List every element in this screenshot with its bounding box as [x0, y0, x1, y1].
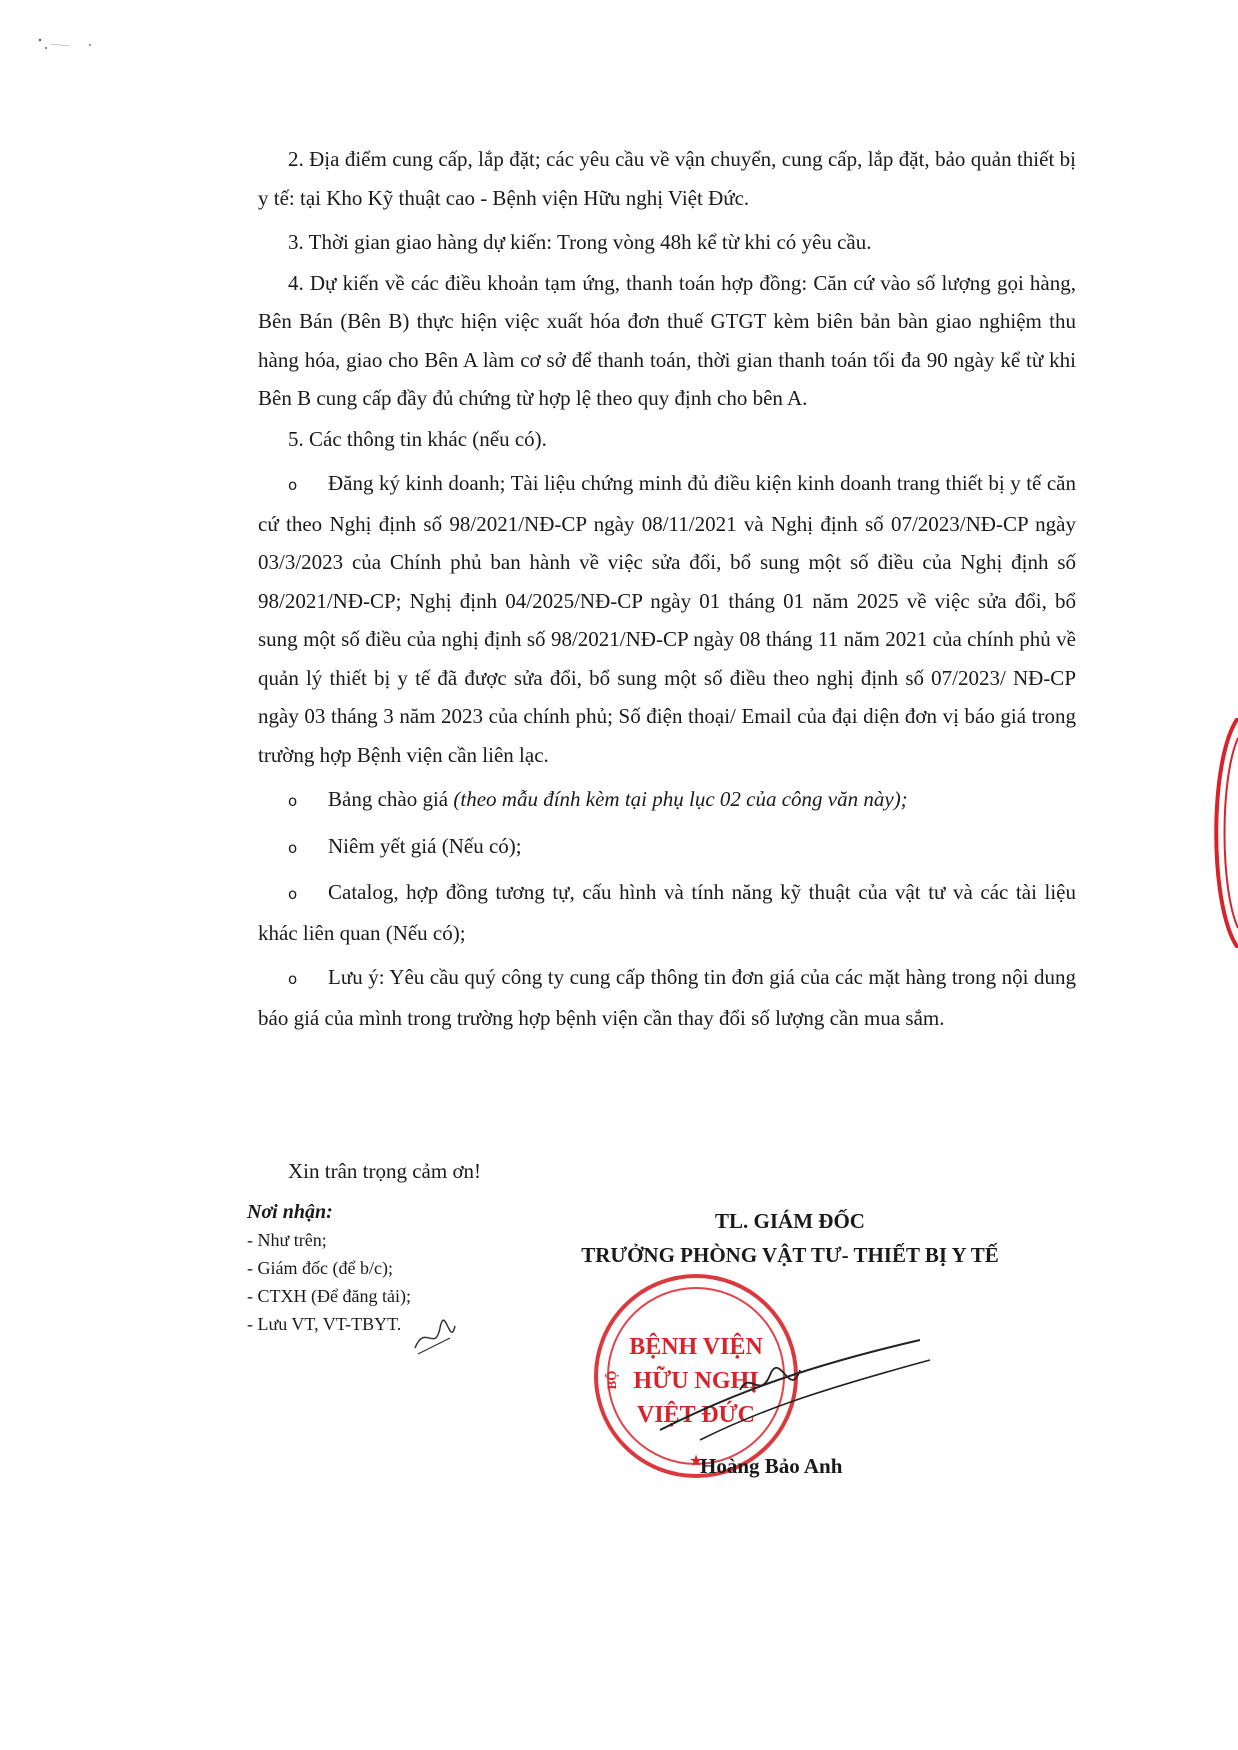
paragraph-4: 4. Dự kiến về các điều khoản tạm ứng, thanh toán hợp đồng: Căn cứ vào số lượng gọi hàng, Bên Bán (Bên B) thực hiện việc xuất hóa đơn thuế GTGT kèm biên bản bàn giao nghiệm thu hàng hóa, giao cho Bên A làm cơ sở để thanh toán, thời gian thanh toán tối đa 90 ngày kể từ khi Bên B cung cấp đầy đủ chứng từ hợp lệ theo quy định cho bên A.: [258, 270, 1076, 410]
paragraph-2: 2. Địa điểm cung cấp, lắp đặt; các yêu cầu về vận chuyển, cung cấp, lắp đặt, bảo quản thiết bị y tế: tại Kho Kỹ thuật cao - Bệnh viện Hữu nghị Việt Đức.: [258, 147, 1076, 210]
bullet-marker: o: [288, 476, 298, 494]
svg-text:HỮU NGHỊ: HỮU NGHỊ: [633, 1368, 759, 1394]
body-text: [258, 140, 1076, 1043]
paragraph-5: 5. Các thông tin khác (nếu có).: [288, 426, 547, 451]
bullet-item: [258, 827, 1076, 868]
bullet-text-5: Lưu ý: Yêu cầu quý công ty cung cấp thông tin đơn giá của các mặt hàng trong nội dung báo giá của mình trong trường hợp bệnh viện cần thay đổi số lượng cần mua sắm.: [258, 965, 1076, 1030]
bullet-marker: o: [288, 838, 298, 857]
bullet-item: [258, 780, 1076, 821]
edge-seal-fragment: [1204, 718, 1238, 948]
paragraph-3: 3. Thời gian giao hàng dự kiến: Trong vòng 48h kể từ khi có yêu cầu.: [288, 230, 872, 254]
handwritten-signature: [640, 1330, 940, 1450]
bullet-item: [258, 958, 1076, 1037]
bullet-marker: o: [288, 885, 298, 903]
recipient-item: - CTXH (Để đăng tải);: [247, 1286, 411, 1306]
closing-thanks: Xin trân trọng cảm ơn!: [288, 1159, 482, 1183]
signature-line-1: TL. GIÁM ĐỐC: [715, 1209, 865, 1233]
bullet-item: [258, 464, 1076, 774]
recipient-item: - Lưu VT, VT-TBYT.: [247, 1314, 402, 1334]
bullet-text-3: Niêm yết giá (Nếu có);: [328, 833, 522, 858]
signature-block: [520, 1204, 1060, 1272]
svg-text:VIỆT ĐỨC: VIỆT ĐỨC: [636, 1402, 756, 1428]
svg-text:BỘ: BỘ: [604, 1370, 619, 1390]
scan-specks: [30, 30, 110, 60]
bullet-text-2: Bảng chào giá: [328, 787, 454, 811]
bullet-marker: o: [288, 792, 298, 810]
svg-text:BỆNH VIỆN: BỆNH VIỆN: [629, 1334, 763, 1360]
signature-line-2: TRƯỞNG PHÒNG VẬT TƯ- THIẾT BỊ Y TẾ: [581, 1243, 999, 1267]
bullet-text-1: Đăng ký kinh doanh; Tài liệu chứng minh đủ điều kiện kinh doanh trang thiết bị y tế căn cứ theo Nghị định số 98/2021/NĐ-CP ngày 08/11/2021 và Nghị định số 07/2023/NĐ-CP ngày 03/3/2023 của Chính phủ ban hành về việc sửa đổi, bổ sung một số điều của Nghị định số 98/2021/NĐ-CP; Nghị định 04/2025/NĐ-CP ngày 01 tháng 01 năm 2025 về việc sửa đổi, bổ sung một số điều của nghị định số 98/2021/NĐ-CP ngày 08 tháng 11 năm 2021 của chính phủ về quản lý thiết bị y tế đã được sửa đổi, bổ sung một số điều theo nghị định số 07/2023/ NĐ-CP ngày 03 tháng 3 năm 2023 của chính phủ; Số điện thoại/ Email của đại diện đơn vị báo giá trong trường hợp Bệnh viện cần liên lạc.: [258, 471, 1076, 767]
recipients-title: Nơi nhận:: [247, 1201, 333, 1223]
bullet-item: [258, 873, 1076, 952]
bullet-text-2-italic: (theo mẫu đính kèm tại phụ lục 02 của công văn này);: [453, 787, 908, 811]
bullet-text-4: Catalog, hợp đồng tương tự, cấu hình và tính năng kỹ thuật của vật tư và các tài liệu khác liên quan (Nếu có);: [258, 880, 1076, 945]
bullet-marker: o: [288, 970, 298, 988]
signer-name: Hoàng Bảo Anh: [700, 1454, 843, 1478]
recipients-block: [247, 1198, 411, 1338]
recipient-item: - Như trên;: [247, 1230, 327, 1250]
svg-text:★: ★: [688, 1451, 704, 1470]
initials-mark: [410, 1318, 460, 1358]
recipient-item: - Giám đốc (để b/c);: [247, 1258, 393, 1278]
